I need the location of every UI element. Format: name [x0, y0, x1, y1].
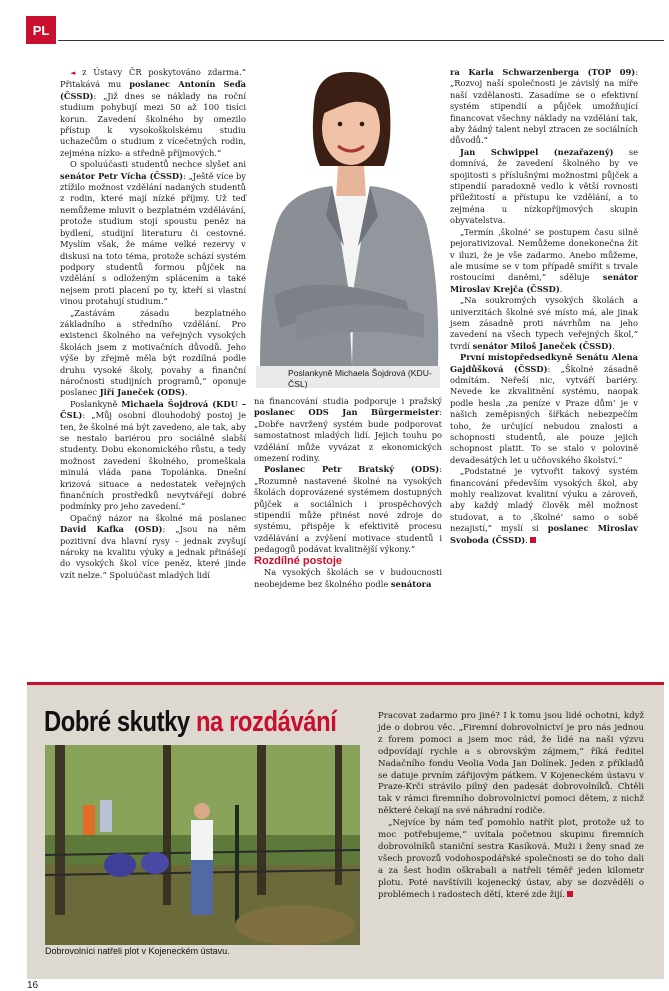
paragraph — [450, 67, 638, 147]
column-2-text — [254, 396, 442, 556]
text-run: „Na soukromých vysokých školách a univerzitách školné své místo má, ale jinak jsem zásadně proti návrhům na jeho zavedení na všech typech veřejných škol,“ tvrdí — [450, 295, 638, 351]
subheading: Rozdílné postoje — [254, 554, 342, 567]
text-run: : „Rozumně nastavené školné na vysokých školách doprovázené systémem dostupných půjček a sociálních i prospěchových stipendií může přinést nové zdroje do systému, přispěje k efektivitě procesu vzdělávání a zvýšení motivace studentů i pedagogů podávat kvalitnější výkony.“ — [254, 464, 442, 555]
text-run: : „Rozvoj naší společnosti je závislý na míře naší vzdělanosti. Zasadíme se o efektivní systém stipendií a půjček umožňující financovat všechny náklady na vzdělání tak, aby žádný talent nebyl ztracen ze sociálních důvodů.“ — [450, 67, 638, 146]
bold-name: senátor Miroslav Krejča (ČSSD) — [450, 272, 638, 294]
text-run: : „Dobře navržený systém bude podporovat samostatnost mladých lidí. Jejich touhu po vzdělání může vyvázat z ekonomických omezení rodiny. — [254, 407, 442, 464]
text-run: se domnívá, že zavedení školného by ve spojitosti s příslušnými možnostmi půjček a stipendií paradoxně vedlo k větší rovnosti příležitostí a přístupu ke vzdělání, a to zejména u nízkopříjmových skupin obyvatelstva. — [450, 146, 638, 226]
text-run: „Podstatné je vytvořit takový systém financování především vysokých škol, aby mohly realizovat kvalitní výuku a zároveň, aby každý mladý člověk měl možnost studovat, a to ‚školné‘ samo o sobě nezajistí,“ myslí si — [450, 466, 638, 534]
portrait-illustration — [256, 66, 440, 366]
text-run: O spoluúčasti studentů nechce slyšet ani — [70, 159, 246, 170]
column-2-text-after — [254, 567, 442, 590]
bold-name: Jan Schwippel (nezařazený) — [460, 146, 614, 157]
bold-name: David Kafka (OSD) — [60, 524, 163, 535]
box-article-text — [378, 711, 644, 902]
portrait-photo — [256, 66, 440, 366]
bold-name: První místopředsedkyně Senátu Alena Gajdůšková (ČSSD) — [450, 352, 638, 374]
end-square-icon — [567, 891, 573, 897]
text-run: z Ústavy ČR poskytováno zdarma.“ Přitakává mu — [60, 67, 246, 90]
paragraph — [60, 399, 246, 513]
portrait-caption: Poslankyně Michaela Šojdrová (KDU-ČSL) — [256, 366, 440, 388]
bold-name: poslanec ODS Jan Bürgermeister — [254, 407, 440, 418]
paragraph — [60, 159, 246, 307]
header-rule — [58, 40, 664, 41]
volunteers-photo — [45, 745, 360, 945]
text-run: Opačný názor na školné má poslanec — [70, 512, 246, 523]
text-run: : „Jsou na něm pozitivní dva hlavní rysy – jednak zvyšují nároky na kvalitu výuky a jednak přinášejí do vysokých škol více peněz, které jinde vzít nelze.“ Spoluúčast mladých lidí — [60, 524, 246, 580]
text-run: Poslankyně — [70, 398, 122, 409]
bold-name: Jiří Janeček (ODS) — [99, 387, 186, 398]
text-run: „Termín ‚školné‘ se postupem času silně pejorativizoval. Nemůžeme donekonečna žít v iluzi, že je vše zadarmo. Anebo můžeme, ale musíme se v tom případě smířit s trvale rostoucími daněmi,“ sděluje — [450, 226, 638, 283]
text-run: Na vysokých školách se v budoucnosti neobejdeme bez školného podle — [254, 567, 442, 589]
text-run: . — [559, 283, 563, 294]
bold-name: poslanec Antonín Seďa (ČSSD) — [60, 79, 246, 101]
bold-name: ra Karla Schwarzenberga (TOP 09) — [450, 67, 636, 77]
photo-caption: Dobrovolníci natřeli plot v Kojeneckém ústavu. — [45, 946, 230, 956]
text-run: : „Můj osobní dlouhodobý postoj je ten, že školné má být zavedeno, ale tak, aby se nestalo bariérou pro sociálně slabší studenty. Dobu ekonomického růstu, a tedy možnost zavedení školného, promeškala minulá vláda pana Topolánka. Dnešní krizová situace a nedostatek veřejných finančních prostředků nevytvářejí dobré podmínky pro jeho zavedení.“ — [60, 410, 246, 512]
volunteers-illustration — [45, 745, 360, 945]
text-run: : „Již dnes se náklady na roční studium pohybují mezi 50 až 100 tisíci korun. Zavedení školného by omezilo přístup k vysokoškolskému studiu uchazečům o studium z vícečetných rodin, zejména nízko- a středně příjmových.“ — [60, 90, 246, 158]
paragraph — [450, 352, 638, 466]
text-run: . — [612, 340, 615, 351]
end-square-icon — [530, 537, 536, 543]
text-run: Pracovat zadarmo pro jiné? I k tomu jsou lidé ochotni, když jde o dobrou věc. „Firemní dobrovolnictví je pro nás jednou z forem pomoci a jsem moc rád, že lidé na naši výzvu odpovídají rychle a s obrovským zájmem,“ říká ředitel Nadačního fondu Veolia Voda Jan Dolínek. Jeden z příkladů se datuje prvním zářijovým pátkem. V Kojeneckém ústavu v Praze-Krči strávilo pilný den padesát dobrovolníků. Chtěli tak v rámci firemního dobrovolnictví pomoci dětem, z nichž některé čekají na své náhradní rodiče. — [378, 711, 644, 817]
article-column-1 — [60, 67, 246, 581]
paragraph — [254, 567, 442, 590]
text-run: . — [185, 387, 188, 398]
text-run: na financování studia podporuje i pražský — [254, 396, 442, 406]
paragraph — [378, 711, 644, 818]
paragraph — [378, 818, 644, 901]
bold-name: senátor Petr Vícha (ČSSD) — [60, 170, 184, 181]
magazine-logo: PL — [26, 16, 56, 44]
text-run: : „Školné zásadně odmítám. Neřeší nic, vytváří bariéry. Nevede ke zkvalitnění systému, naopak podle hesla ‚za peníze v Praze dům‘ je v našich zeměpisných šířkách nebezpečím toho, že určující nebudou znalosti a schopnosti studentů, ale pouze jejich schopnost platit. To se stalo v polovině devadesátých let u učňovského školství.“ — [450, 363, 638, 465]
bold-name: Michaela Šojdrová (KDU – ČSL) — [60, 398, 246, 421]
paragraph — [254, 464, 442, 555]
bold-name: senátora — [390, 578, 432, 589]
continued-arrow-icon: ◄ — [70, 69, 76, 77]
paragraph — [60, 308, 246, 399]
headline-black: Dobré skutky — [44, 706, 196, 738]
paragraph — [450, 295, 638, 352]
text-run: „Nejvíce by nám teď pomohlo natřít plot, protože už to moc potřebujeme,“ uvítala početnou skupinu firemních dobrovolníků staniční sestra Kasíková. Muži i ženy snad ze všech provozů vodohospodářské společnosti se do toho dali a za šest hodin oškrabali a natřeli téměř jeden kilometr plotu. Poté navštívili kojenecký ústav, aby se dozvěděli o problémech i radostech dětí, které zde žijí. — [378, 818, 644, 900]
paragraph — [450, 147, 638, 227]
paragraph — [60, 67, 246, 159]
article-column-2 — [254, 396, 442, 590]
bold-name: poslanec Miroslav Svoboda (ČSSD) — [450, 523, 639, 545]
page-number: 16 — [27, 980, 39, 991]
paragraph — [254, 396, 442, 464]
text-run: „Zastávám zásadu bezplatného základního a středního vzdělání. Pro existenci školného na veřejných vysokých školách jsem z motivačních důvodů. Jeho výše by zřejmě měla být rozdílná podle druhu vysoké školy, povahy a finanční náročnosti studijních programů,“ oponuje poslanec — [60, 307, 246, 398]
headline-red: na rozdávání — [195, 706, 337, 738]
paragraph — [450, 227, 638, 295]
box-headline — [44, 706, 336, 739]
paragraph — [60, 513, 246, 581]
text-run: . — [525, 534, 528, 545]
bold-name: senátor Miloš Janeček (ČSSD) — [472, 340, 613, 351]
bold-name: Poslanec Petr Bratský (ODS) — [264, 464, 440, 475]
text-run: : „Ještě více by ztížilo možnost vzdělání nadaných studentů z rodin, které mají nízké příjmy. Už teď nemůžeme mluvit o bezplatném vzdělávání, protože studium stojí spoustu peněz na bydlení, studijní literaturu či cestovné. Myslím však, že máme velké rezervy v diskusi na toto téma, protože schází systém podpory studentů formou půjček na vzdělání s odloženým splácením a také nejsem proti placení po ty, kteří si vlastní vinou protahují studium.“ — [60, 170, 246, 307]
article-column-3 — [450, 67, 638, 546]
paragraph — [450, 466, 638, 546]
